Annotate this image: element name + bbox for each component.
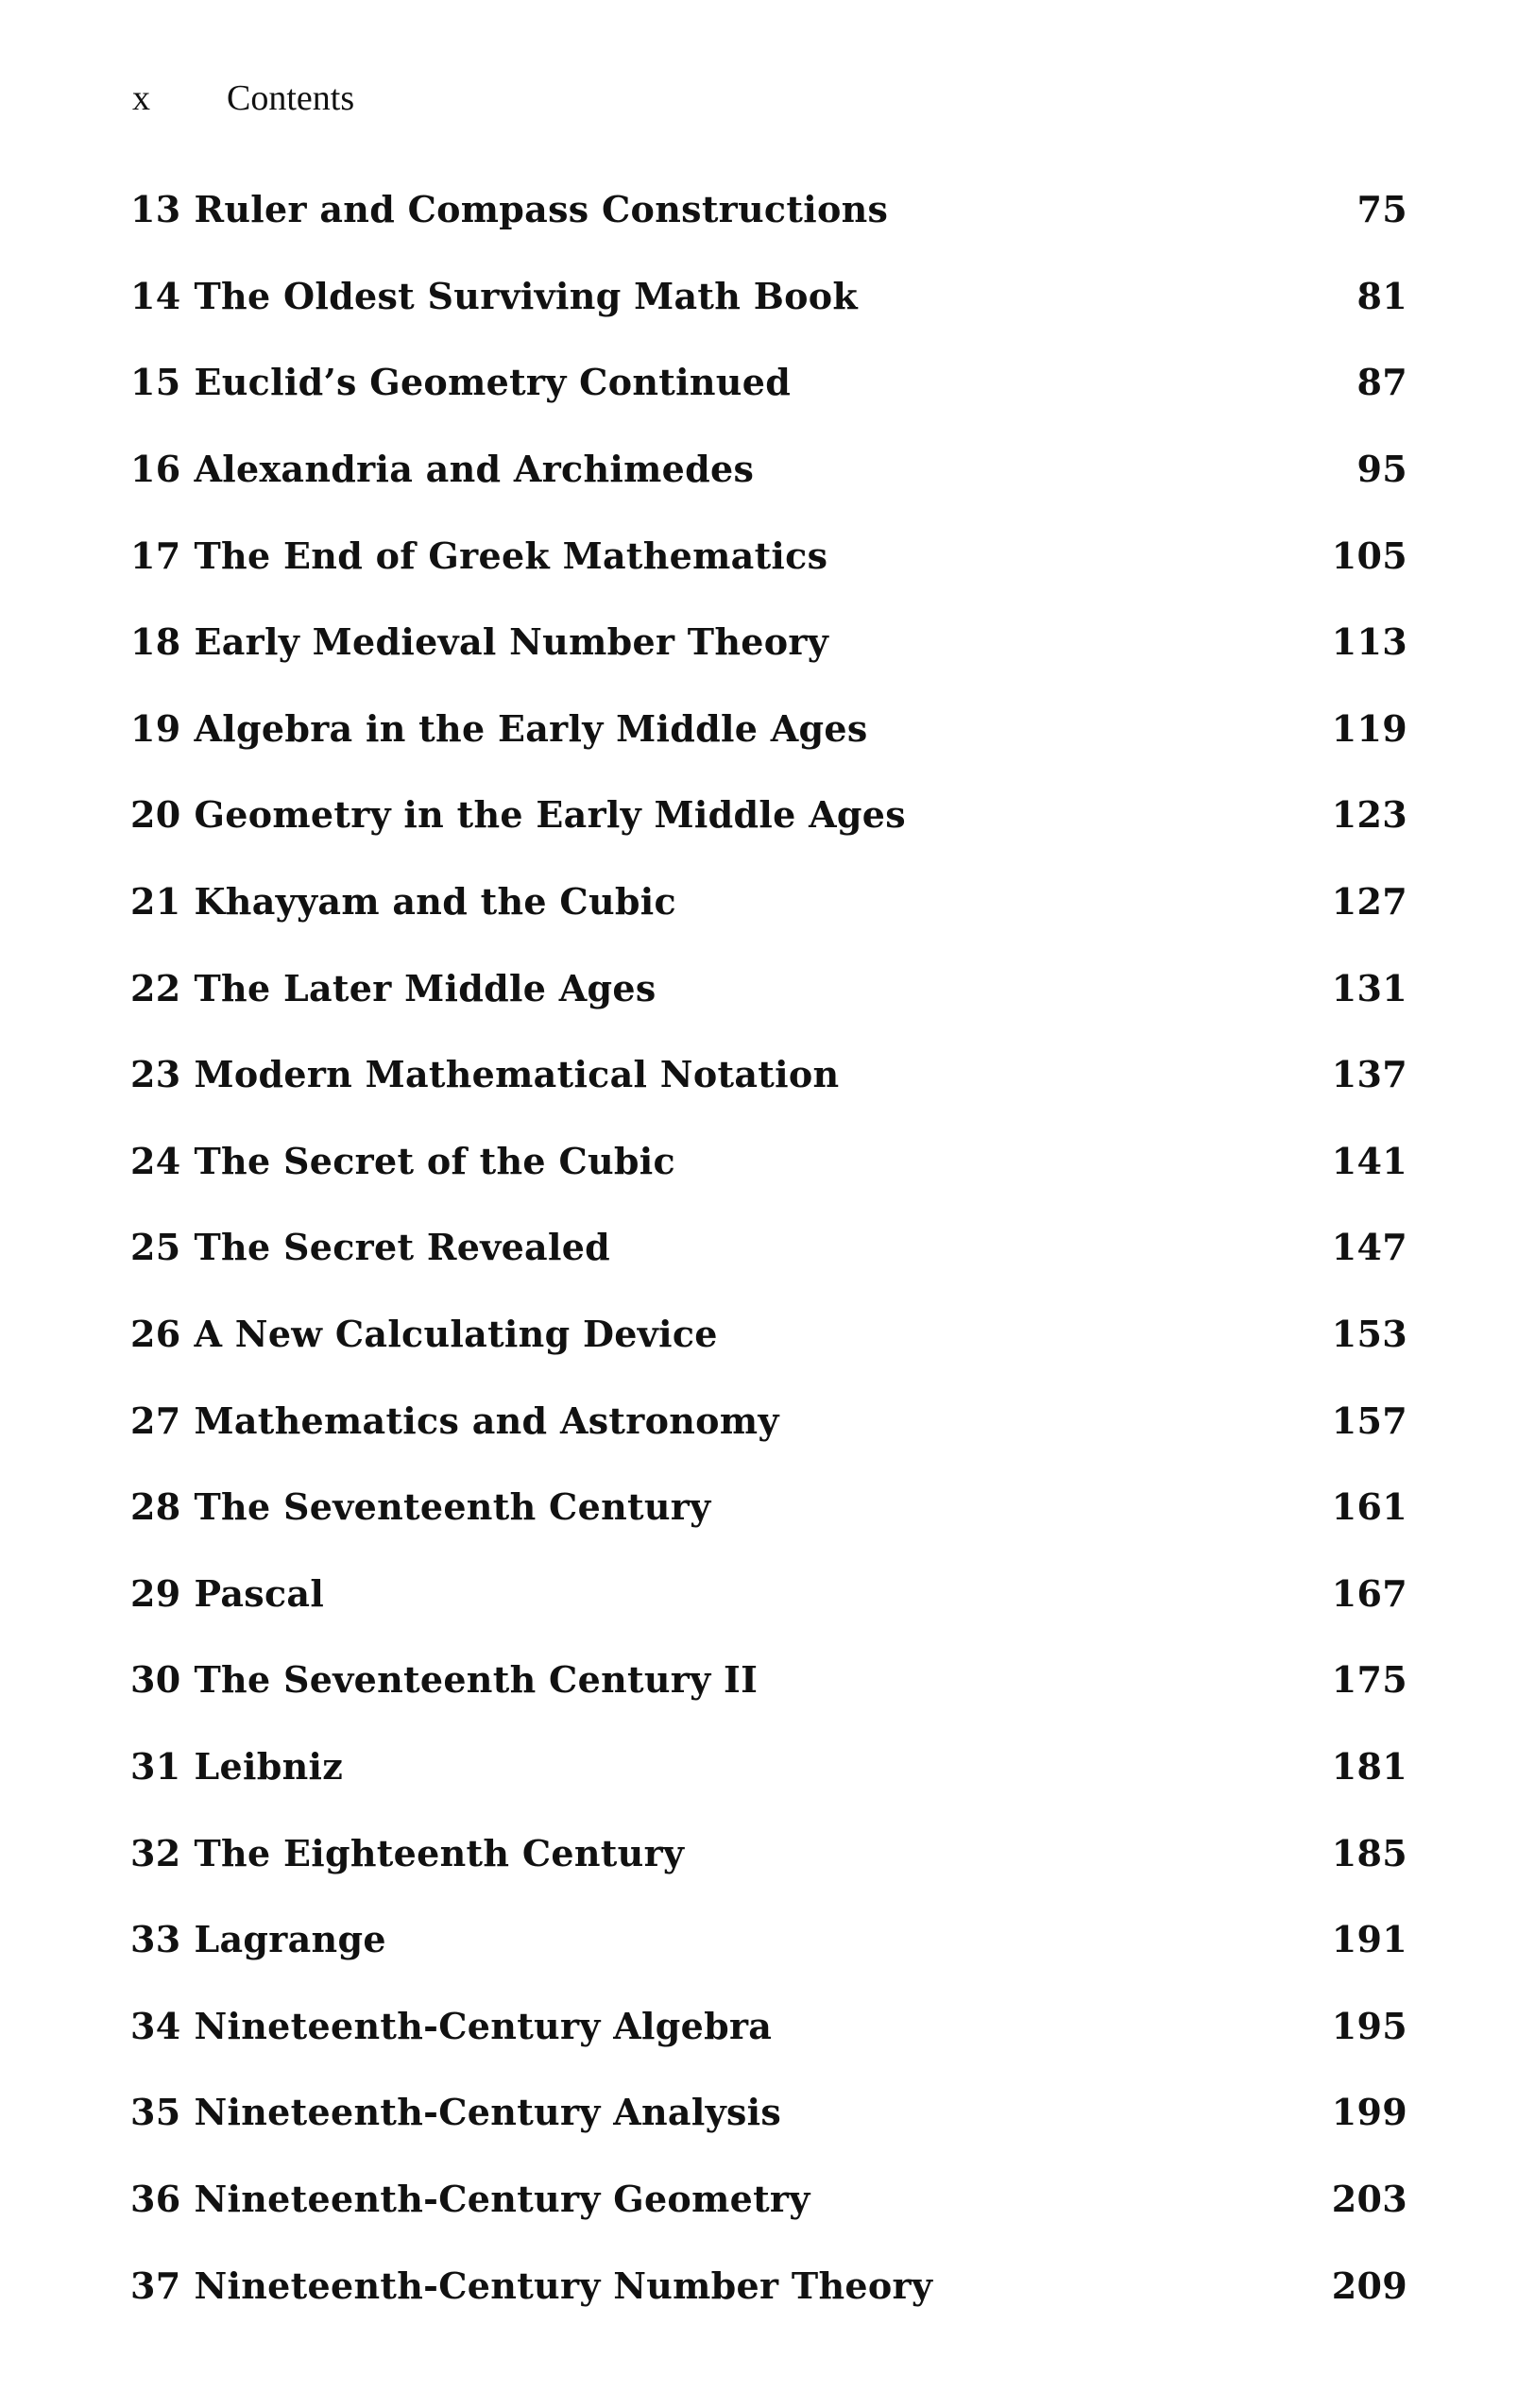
toc-entry-heading [130,707,868,750]
chapter-title: The Secret Revealed [194,1226,611,1269]
chapter-title: Nineteenth-Century Algebra [194,2004,773,2047]
toc-entry[interactable] [130,2069,1407,2156]
chapter-page-number: 195 [1331,2004,1407,2047]
chapter-page-number: 167 [1331,1571,1407,1615]
toc-entry-heading [130,1918,386,1960]
chapter-number: 36 [130,2177,181,2220]
chapter-number: 13 [130,188,181,231]
toc-entry[interactable] [130,944,1407,1031]
chapter-title: The Later Middle Ages [194,966,657,1009]
toc-entry-heading [130,188,888,230]
chapter-title: Nineteenth-Century Geometry [194,2177,810,2220]
toc-entry-heading [130,2178,810,2220]
toc-entry[interactable] [130,2242,1407,2329]
chapter-title: Algebra in the Early Middle Ages [194,706,868,750]
chapter-title: Mathematics and Astronomy [194,1399,779,1442]
chapter-page-number: 113 [1331,620,1407,664]
chapter-number: 29 [130,1571,181,1615]
toc-entry-heading [130,448,754,490]
toc-entry-heading [130,880,676,923]
chapter-title: Early Medieval Number Theory [194,620,829,664]
chapter-number: 31 [130,1744,181,1788]
chapter-page-number: 175 [1331,1658,1407,1702]
chapter-page-number: 191 [1331,1918,1407,1961]
chapter-number: 23 [130,1053,181,1096]
chapter-number: 33 [130,1918,181,1961]
table-of-contents [130,166,1407,2329]
toc-entry-heading [130,2264,932,2307]
running-head-title: Contents [227,78,355,118]
toc-entry[interactable] [130,253,1407,340]
chapter-page-number: 131 [1331,966,1407,1009]
chapter-number: 25 [130,1226,181,1269]
chapter-title: Lagrange [194,1918,386,1961]
toc-entry[interactable] [130,426,1407,513]
toc-entry-heading [130,275,858,317]
chapter-page-number: 141 [1331,1139,1407,1182]
toc-entry[interactable] [130,512,1407,599]
toc-entry[interactable] [130,1377,1407,1464]
chapter-title: The End of Greek Mathematics [194,534,828,577]
chapter-number: 21 [130,880,181,924]
chapter-number: 14 [130,274,181,317]
toc-entry-heading [130,1832,684,1874]
chapter-title: Euclid’s Geometry Continued [194,361,792,404]
chapter-number: 22 [130,966,181,1009]
chapter-page-number: 119 [1331,706,1407,750]
toc-entry-heading [130,620,828,663]
chapter-page-number: 209 [1331,2264,1407,2307]
toc-entry-heading [130,2091,781,2133]
toc-entry[interactable] [130,1118,1407,1205]
chapter-number: 17 [130,534,181,577]
chapter-title: Pascal [194,1571,325,1615]
toc-entry-heading [130,361,791,403]
chapter-number: 28 [130,1485,181,1529]
toc-entry-heading [130,1485,710,1528]
toc-entry-heading [130,1658,758,1701]
chapter-title: Modern Mathematical Notation [194,1053,840,1096]
toc-entry[interactable] [130,686,1407,772]
toc-entry-heading [130,2005,772,2047]
toc-entry[interactable] [130,1636,1407,1723]
chapter-page-number: 95 [1356,448,1407,491]
chapter-number: 35 [130,2091,181,2134]
toc-entry[interactable] [130,1551,1407,1637]
chapter-page-number: 199 [1331,2091,1407,2134]
chapter-page-number: 87 [1356,361,1407,404]
chapter-title: Geometry in the Early Middle Ages [194,793,906,837]
toc-entry-heading [130,534,827,577]
page-folio: x [132,78,150,118]
toc-entry-heading [130,1313,718,1355]
chapter-page-number: 185 [1331,1831,1407,1874]
chapter-number: 20 [130,793,181,837]
chapter-title: Leibniz [194,1744,344,1788]
chapter-page-number: 127 [1331,880,1407,924]
chapter-page-number: 181 [1331,1744,1407,1788]
chapter-page-number: 147 [1331,1226,1407,1269]
toc-entry[interactable] [130,1291,1407,1378]
running-head [132,77,354,119]
toc-entry-heading [130,1226,610,1268]
toc-entry-heading [130,1053,839,1095]
chapter-page-number: 137 [1331,1053,1407,1096]
chapter-title: The Secret of the Cubic [194,1139,675,1182]
chapter-number: 34 [130,2004,181,2047]
chapter-page-number: 75 [1356,188,1407,231]
chapter-number: 18 [130,620,181,664]
toc-entry-heading [130,1572,324,1615]
chapter-number: 19 [130,706,181,750]
toc-entry[interactable] [130,858,1407,945]
chapter-number: 37 [130,2264,181,2307]
toc-entry[interactable] [130,1204,1407,1291]
chapter-title: Ruler and Compass Constructions [194,188,889,231]
chapter-title: The Seventeenth Century II [194,1658,759,1702]
toc-entry-heading [130,967,657,1009]
toc-entry-heading [130,1745,343,1788]
chapter-number: 30 [130,1658,181,1702]
chapter-page-number: 81 [1356,274,1407,317]
toc-entry-heading [130,1140,675,1182]
chapter-number: 15 [130,361,181,404]
toc-entry[interactable] [130,1031,1407,1118]
chapter-title: Nineteenth-Century Number Theory [194,2264,933,2307]
chapter-page-number: 203 [1331,2177,1407,2220]
chapter-title: Khayyam and the Cubic [194,880,676,924]
chapter-number: 16 [130,448,181,491]
toc-entry[interactable] [130,1896,1407,1983]
toc-entry-heading [130,793,906,836]
chapter-number: 26 [130,1313,181,1356]
chapter-page-number: 161 [1331,1485,1407,1529]
chapter-title: A New Calculating Device [194,1313,718,1356]
toc-entry[interactable] [130,1464,1407,1551]
chapter-page-number: 157 [1331,1399,1407,1442]
chapter-title: Alexandria and Archimedes [194,448,755,491]
toc-entry[interactable] [130,1982,1407,2069]
chapter-title: Nineteenth-Century Analysis [194,2091,782,2134]
toc-entry[interactable] [130,1809,1407,1896]
chapter-title: The Oldest Surviving Math Book [194,274,859,317]
toc-entry[interactable] [130,1723,1407,1810]
chapter-number: 27 [130,1399,181,1442]
chapter-page-number: 123 [1331,793,1407,837]
chapter-title: The Seventeenth Century [194,1485,711,1529]
chapter-title: The Eighteenth Century [194,1831,685,1874]
chapter-number: 32 [130,1831,181,1874]
toc-entry[interactable] [130,772,1407,858]
toc-entry[interactable] [130,599,1407,686]
toc-entry[interactable] [130,2156,1407,2243]
chapter-number: 24 [130,1139,181,1182]
toc-entry[interactable] [130,339,1407,426]
toc-entry[interactable] [130,166,1407,253]
toc-entry-heading [130,1399,779,1442]
chapter-page-number: 105 [1331,534,1407,577]
chapter-page-number: 153 [1331,1313,1407,1356]
